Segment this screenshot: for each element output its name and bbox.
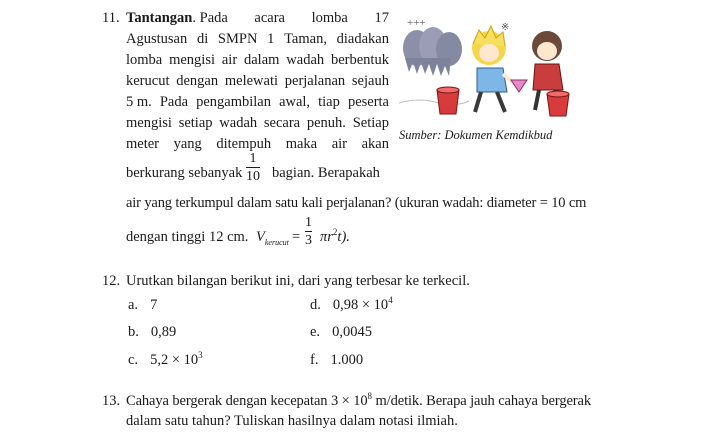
q13-line-1: Cahaya bergerak dengan kecepatan $3 \times 10^8$ m/detik. Berapa jauh cahaya bergerak [126, 391, 592, 409]
q12-option-d: d. $0,98 \times 10^4$ [310, 295, 393, 313]
q13-number: 13. [102, 393, 121, 409]
q11-line-8b: bagian. Berapakah [272, 165, 380, 181]
svg-text:※: ※ [501, 22, 510, 33]
svg-text:+++: +++ [407, 17, 426, 29]
q11-line-3: lomba mengisi air dalam wadah berbentuk [126, 52, 389, 68]
q11-line-4: kerucut dengan melewati perjalanan sejauh [126, 73, 389, 89]
q12-option-b: b. 0,89 [128, 324, 177, 340]
q11-line-1: Tantangan. Pada acara lomba 17 [126, 10, 389, 26]
q11-line-9: air yang terkumpul dalam satu kali perjalanan? (ukuran wadah: diameter = 10 cm [126, 195, 587, 211]
q11-line-2: Agustusan di SMPN 1 Taman, diadakan [126, 31, 389, 47]
q12-option-f: f. 1.000 [310, 352, 364, 368]
q11-line-8a: berkurang sebanyak [126, 165, 243, 181]
q12-option-c: c. $5,2 \times 10^3$ [128, 350, 203, 368]
q11-number: 11. [102, 10, 120, 26]
q11-line-5: 5 m. Pada pengambilan awal, tiap peserta [126, 94, 389, 110]
q11-line-6: mengisi setiap wadah secara penuh. Setiap [126, 115, 389, 131]
q11-line-7: meter yang ditempuh maka air akan [126, 136, 389, 152]
q11-fraction: 1 10 [246, 151, 260, 184]
q11-illustration [397, 8, 575, 123]
q11-formula: $V_{kerucut}$ [256, 229, 289, 247]
q12-option-e: e. 0,0045 [310, 324, 372, 340]
q12-text: Urutkan bilangan berikut ini, dari yang terbesar ke terkecil. [126, 273, 470, 289]
q11-formula-rest: $\pi r^2t$). [320, 227, 350, 245]
q11-formula-eq: = [292, 229, 301, 245]
q13-line-2: dalam satu tahun? Tuliskan hasilnya dalam notasi ilmiah. [126, 413, 458, 429]
race-illustration-image [397, 8, 575, 123]
q11-formula-fraction: 1 3 [305, 215, 312, 248]
q12-option-a: a. 7 [128, 297, 158, 313]
q12-number: 12. [102, 273, 121, 289]
q11-line-10: dengan tinggi 12 cm. [126, 229, 249, 245]
q11-caption: Sumber: Dokumen Kemdikbud [399, 128, 553, 142]
q11-title: Tantangan [126, 10, 193, 26]
